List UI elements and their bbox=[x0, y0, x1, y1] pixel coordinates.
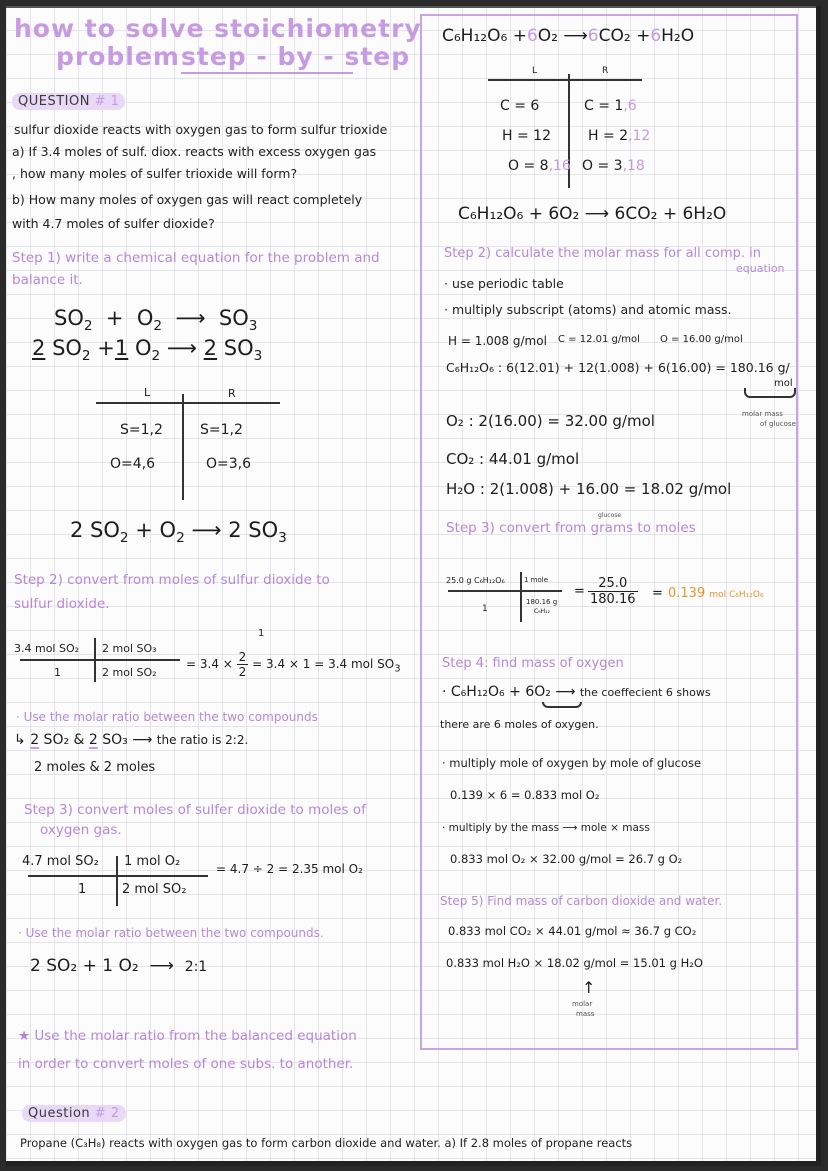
title-underline bbox=[181, 72, 353, 74]
right-step-5-heading: Step 5) Find mass of carbon dioxide and water. bbox=[440, 894, 723, 908]
left-step-1-heading-2: balance it. bbox=[12, 272, 83, 288]
tchart-right-row-2: O=3,6 bbox=[206, 456, 252, 472]
tchart-right-header: R bbox=[228, 387, 236, 400]
step-4-calc-1: 0.139 × 6 = 0.833 mol O₂ bbox=[450, 788, 600, 802]
tchart-left-header: L bbox=[144, 386, 151, 399]
title-line-1: how to solve stoichiometry bbox=[14, 14, 422, 43]
calc-3-result: = 4.7 ÷ 2 = 2.35 mol O₂ bbox=[216, 862, 363, 876]
left-step-3-note: · Use the molar ratio between the two compounds. bbox=[18, 926, 324, 940]
question-2-label-text: Question bbox=[28, 1106, 91, 1121]
star-note-line-2: in order to convert moles of one subs. to another. bbox=[18, 1056, 354, 1072]
question-1-line-2: a) If 3.4 moles of sulf. diox. reacts with excess oxygen gas bbox=[12, 144, 377, 159]
tchart-left-row-2: O=4,6 bbox=[110, 456, 156, 472]
molar-mass-arrow-icon: ↑ bbox=[582, 978, 596, 997]
calc-3-bottom-left: 1 bbox=[78, 882, 87, 897]
calc-2-bottom-right: 2 mol SO₂ bbox=[102, 666, 157, 679]
balancing-equation: 2 $SO_2 +1$ $O_2$ ⟶ 2 $SO_3$ bbox=[32, 336, 263, 365]
calc-2-annotation: 1 bbox=[258, 628, 265, 639]
glucose-brace bbox=[744, 388, 796, 398]
question-1-line-3: , how many moles of sulfer trioxide will form? bbox=[12, 166, 298, 181]
unbalanced-equation: $SO_2 + O_2$ ⟶ $SO_3$ bbox=[54, 306, 258, 335]
calc-grams-bottom-right-2: C₆H₁₂ bbox=[534, 608, 550, 615]
calc-2-divider bbox=[20, 659, 180, 661]
calc-2-bottom-left: 1 bbox=[54, 666, 61, 679]
step-5-calc-2: 0.833 mol H₂O × 18.02 g/mol = 15.01 g H₂O bbox=[446, 956, 703, 970]
arrow-note-line-1: molar bbox=[572, 1000, 593, 1008]
h2o-molar-mass: H₂O : 2(1.008) + 16.00 = 18.02 g/mol bbox=[446, 480, 732, 498]
step-4-line-1: · C₆H₁₂O₆ + 6O₂ ⟶ the coeffecient 6 shows bbox=[442, 684, 711, 700]
step-4-calc-2: 0.833 mol O₂ × 32.00 g/mol = 26.7 g O₂ bbox=[450, 852, 683, 866]
page-right-edge bbox=[816, 6, 821, 1166]
arrow-note-line-2: mass bbox=[576, 1010, 595, 1018]
calc-grams-bottom-right-1: 180.16 g bbox=[526, 598, 558, 606]
right-step-3-heading: Step 3) convert from grams to moles bbox=[446, 520, 696, 536]
question-label-text: QUESTION bbox=[18, 94, 90, 109]
mass-o: O = 16.00 g/mol bbox=[660, 334, 743, 345]
left-step-2-heading-2: sulfur dioxide. bbox=[14, 596, 110, 612]
right-tchart-horizontal-line bbox=[488, 79, 642, 81]
question-1-line-4: b) How many moles of oxygen gas will react completely bbox=[12, 192, 363, 207]
calc-3-bottom-right: 2 mol SO₂ bbox=[122, 882, 187, 897]
mass-c: C = 12.01 g/mol bbox=[558, 334, 640, 345]
right-tchart-left-header: L bbox=[532, 66, 538, 76]
step-3-caret-note: glucose bbox=[598, 512, 622, 519]
tchart-left-row-1: S=1,2 bbox=[120, 422, 163, 438]
calc-3-vertical bbox=[116, 856, 118, 906]
calc-grams-divider bbox=[448, 590, 562, 592]
tchart-right-row-1: S=1,2 bbox=[200, 422, 243, 438]
star-note-line-1: ★ Use the molar ratio from the balanced equation bbox=[18, 1028, 357, 1044]
question-2-number: # 2 bbox=[94, 1106, 120, 1121]
calc-grams-top-right: 1 mole bbox=[524, 576, 549, 584]
calc-2-top-right: 2 mol SO₃ bbox=[102, 642, 157, 655]
question-2-text: Propane (C₃H₈) reacts with oxygen gas to form carbon dioxide and water. a) If 2.8 moles of propane reacts bbox=[20, 1136, 633, 1150]
calc-grams-top-left: 25.0 g C₆H₁₂O₆ bbox=[446, 576, 505, 585]
calc-grams-bottom-left: 1 bbox=[482, 604, 488, 614]
right-step-4-heading: Step 4: find mass of oxygen bbox=[442, 656, 624, 671]
calc-3-divider bbox=[28, 875, 208, 877]
calc-3-top-right: 1 mol O₂ bbox=[124, 854, 181, 869]
side-note-line-1: molar mass bbox=[742, 410, 783, 418]
right-step-2-heading-2: equation bbox=[736, 262, 785, 275]
glucose-molar-mass: C₆H₁₂O₆ : 6(12.01) + 12(1.008) + 6(16.00) = 180.16 g/ bbox=[446, 360, 790, 375]
calc-grams-equals-1: = bbox=[574, 584, 585, 599]
left-step-2-heading-1: Step 2) convert from moles of sulfur dioxide to bbox=[14, 572, 330, 588]
balanced-equation: 2 $SO_2 + O_2$ ⟶ 2 $SO_3$ bbox=[70, 518, 287, 547]
coefficient-bracket bbox=[542, 702, 582, 708]
question-2-label bbox=[22, 1106, 126, 1121]
title-line-2b: step - by - step bbox=[181, 42, 411, 71]
calc-grams-fraction: $\frac{25.0}{180.16}$ bbox=[590, 576, 636, 607]
calc-grams-result: 0.139 mol C₆H₁₂O₆ bbox=[668, 586, 764, 601]
calc-grams-equals-2: = bbox=[652, 586, 663, 601]
notebook-page bbox=[6, 6, 821, 1166]
right-tchart-right-header: R bbox=[602, 66, 609, 76]
side-note-line-2: of glucose bbox=[760, 420, 796, 428]
step-5-calc-1: 0.833 mol CO₂ × 44.01 g/mol ≈ 36.7 g CO₂ bbox=[448, 924, 697, 938]
calc-2-top-left: 3.4 mol SO₂ bbox=[14, 642, 80, 655]
right-step-2-bullet-1: · use periodic table bbox=[444, 276, 564, 291]
right-step-2-heading-1: Step 2) calculate the molar mass for all comp. in bbox=[444, 246, 762, 261]
left-step-3-ratio-equation: 2 SO₂ + 1 O₂ ⟶ 2:1 bbox=[30, 956, 208, 976]
page-top-edge bbox=[6, 6, 821, 8]
right-tchart-right-row-1: C = 1,6 bbox=[584, 98, 637, 114]
right-step-2-bullet-2: · multiply subscript (atoms) and atomic mass. bbox=[444, 302, 732, 317]
right-tchart-right-row-2: H = 2,12 bbox=[588, 128, 651, 144]
right-tchart-right-row-3: O = 3,18 bbox=[582, 158, 645, 174]
calc-grams-vertical bbox=[520, 572, 522, 622]
left-step-1-heading-1: Step 1) write a chemical equation for the problem and bbox=[12, 250, 380, 266]
left-step-3-heading-1: Step 3) convert moles of sulfer dioxide to moles of bbox=[24, 802, 366, 818]
question-1-line-1: sulfur dioxide reacts with oxygen gas to form sulfur trioxide bbox=[14, 122, 388, 137]
question-1-line-5: with 4.7 moles of sulfer dioxide? bbox=[12, 216, 215, 231]
right-tchart-left-row-2: H = 12 bbox=[502, 128, 551, 144]
right-equation-top: C₆H₁₂O₆ +6O₂ ⟶6CO₂ +6H₂O bbox=[442, 26, 695, 46]
left-step-2-ratio-line: ↳ 2 SO₂ & 2 SO₃ ⟶ the ratio is 2:2. bbox=[14, 732, 249, 748]
title-line-2a: problem bbox=[56, 42, 180, 71]
right-tchart-left-row-1: C = 6 bbox=[500, 98, 540, 114]
step-4-line-2: there are 6 moles of oxygen. bbox=[440, 718, 599, 731]
left-step-3-heading-2: oxygen gas. bbox=[40, 822, 122, 838]
calc-2-result: = 3.4 × $\frac{2}{2}$ = 3.4 × 1 = 3.4 mol $SO_3$ bbox=[186, 650, 401, 679]
calc-2-vertical bbox=[94, 638, 96, 682]
left-step-2-note: · Use the molar ratio between the two compounds bbox=[16, 710, 318, 724]
question-number: # 1 bbox=[94, 94, 120, 109]
calc-3-top-left: 4.7 mol SO₂ bbox=[22, 854, 99, 869]
glucose-molar-mass-unit: mol bbox=[774, 378, 793, 389]
tchart-horizontal-line bbox=[96, 402, 280, 404]
left-step-2-moles-line: 2 moles & 2 moles bbox=[34, 760, 156, 775]
o2-molar-mass: O₂ : 2(16.00) = 32.00 g/mol bbox=[446, 412, 655, 430]
question-1-label bbox=[12, 94, 125, 109]
tchart-vertical-line bbox=[182, 394, 184, 500]
step-4-bullet-2: · multiply by the mass ⟶ mole × mass bbox=[442, 822, 650, 834]
right-balanced-equation: C₆H₁₂O₆ + 6O₂ ⟶ 6CO₂ + 6H₂O bbox=[458, 204, 727, 224]
step-4-bullet-1: · multiply mole of oxygen by mole of glucose bbox=[442, 756, 702, 770]
mass-h: H = 1.008 g/mol bbox=[448, 334, 547, 348]
co2-molar-mass: CO₂ : 44.01 g/mol bbox=[446, 450, 580, 468]
right-tchart-left-row-3: O = 8,16 bbox=[508, 158, 571, 174]
page-bottom-edge bbox=[6, 1161, 821, 1166]
